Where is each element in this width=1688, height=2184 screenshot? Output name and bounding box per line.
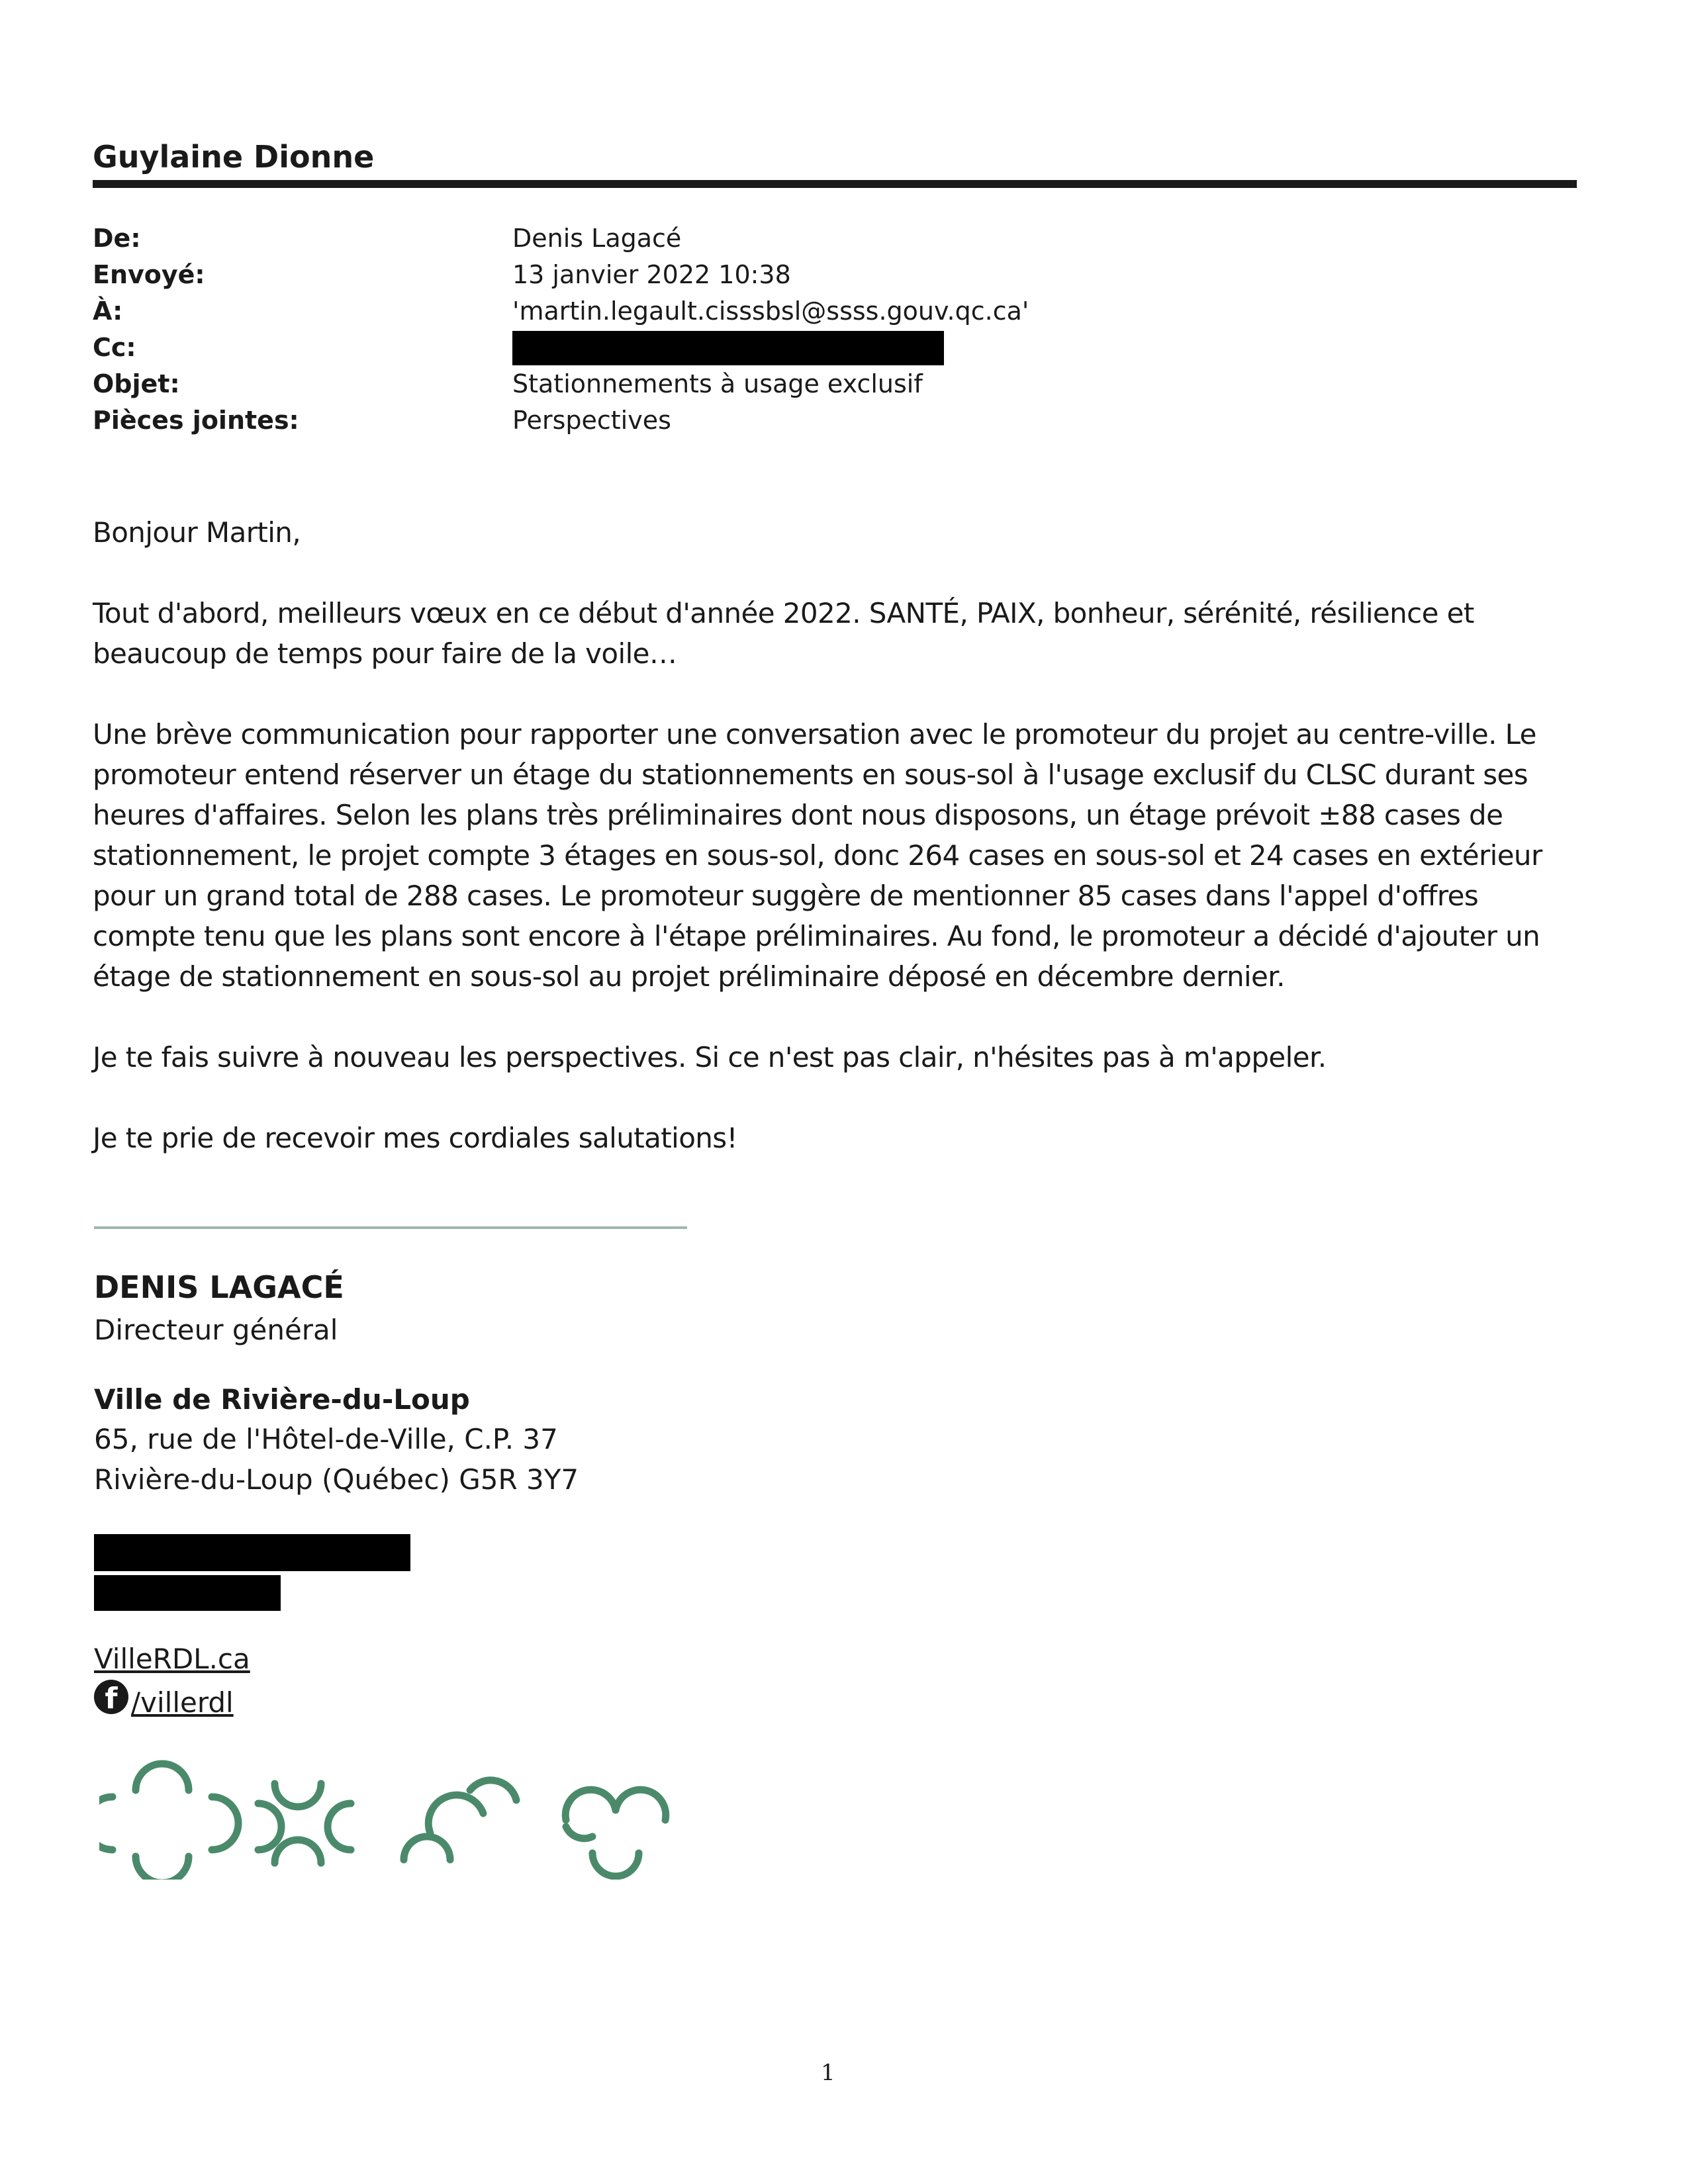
subject-label: Objet: (93, 369, 180, 398)
signature-address-1: 65, rue de l'Hôtel-de-Ville, C.P. 37 (94, 1423, 558, 1455)
email-body (93, 512, 1582, 1158)
sent-label: Envoyé: (93, 260, 205, 289)
facebook-link[interactable]: /villerdl (131, 1686, 234, 1719)
cc-redaction (512, 331, 944, 365)
mailbox-owner-name: Guylaine Dionne (93, 139, 375, 175)
closing: Je te prie de recevoir mes cordiales salutations! (93, 1122, 737, 1154)
to-label: À: (93, 296, 123, 326)
from-label: De: (93, 224, 141, 253)
signature-title: Directeur général (94, 1314, 338, 1346)
signature-rule (94, 1226, 687, 1229)
phone-redaction (94, 1534, 410, 1571)
subject-value: Stationnements à usage exclusif (512, 369, 923, 398)
paragraph-1: Tout d'abord, meilleurs vœux en ce début d'année 2022. SANTÉ, PAIX, bonheur, sérénité, résilience et beaucoup de temps pour faire de la voile… (93, 597, 1474, 670)
city-logo-icon (99, 1754, 695, 1880)
website-link[interactable]: VilleRDL.ca (94, 1643, 250, 1675)
to-value: 'martin.legault.cisssbsl@ssss.gouv.qc.ca' (512, 296, 1029, 326)
sent-value: 13 janvier 2022 10:38 (512, 260, 791, 289)
header-rule (93, 180, 1577, 188)
greeting: Bonjour Martin, (93, 516, 301, 549)
attachments-value: Perspectives (512, 406, 671, 435)
page-number: 1 (821, 2060, 835, 2086)
attachments-label: Pièces jointes: (93, 406, 299, 435)
from-value: Denis Lagacé (512, 224, 682, 253)
paragraph-3: Je te fais suivre à nouveau les perspectives. Si ce n'est pas clair, n'hésites pas à m'appeler. (93, 1041, 1327, 1073)
paragraph-2: Une brève communication pour rapporter une conversation avec le promoteur du projet au centre-ville. Le promoteur entend réserver un étage du stationnements en sous-sol à l'usage exclusif du CLSC durant ses heures d'affaires. Selon les plans très préliminaires dont nous disposons, un étage prévoit ±88 cases de stationnement, le projet compte 3 étages en sous-sol, donc 264 cases en sous-sol et 24 cases en extérieur pour un grand total de 288 cases. Le promoteur suggère de mentionner 85 cases dans l'appel d'offres compte tenu que les plans sont encore à l'étape préliminaires. Au fond, le promoteur a décidé d'ajouter un étage de stationnement en sous-sol au projet préliminaire déposé en décembre dernier. (93, 718, 1542, 993)
signature-organization: Ville de Rivière-du-Loup (94, 1383, 470, 1416)
signature-name: DENIS LAGACÉ (94, 1269, 344, 1305)
email-redaction (94, 1575, 281, 1611)
signature-address-2: Rivière-du-Loup (Québec) G5R 3Y7 (94, 1463, 579, 1496)
cc-label: Cc: (93, 333, 136, 362)
facebook-icon[interactable]: f (94, 1680, 128, 1714)
